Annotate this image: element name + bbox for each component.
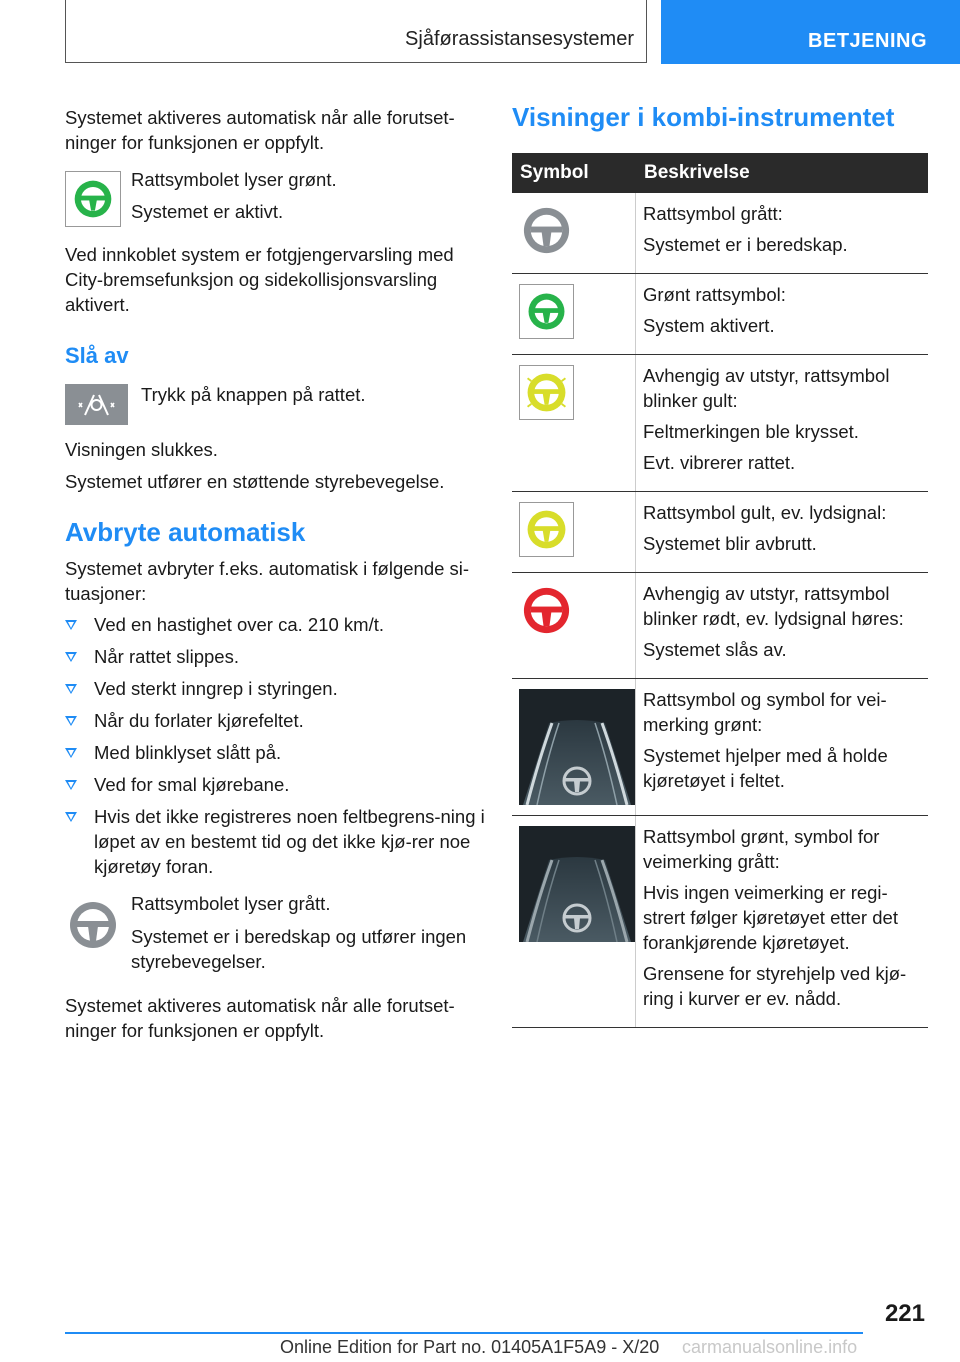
row-text: Rattsymbol gult, ev. lydsignal: — [643, 502, 887, 523]
auto-intro: Systemet avbryter f.eks. automatisk i følgende si-tuasjoner: — [65, 558, 470, 604]
section-title: Sjåførassistansesystemer — [405, 28, 634, 50]
row-text: Grønt rattsymbol: — [643, 284, 786, 305]
row-text: Rattsymbol grått: — [643, 203, 783, 224]
green-steering-wheel-icon — [519, 284, 574, 339]
row-text: Hvis ingen veimerking er regi-strert følger kjøretøyet etter det forankjørende kjøretøyet. — [643, 882, 898, 953]
intro-text: Systemet aktiveres automatisk når alle forutset-ninger for funksjonen er oppfylt. — [65, 107, 455, 153]
triangle-bullet-icon — [65, 652, 77, 662]
yellow-steering-wheel-icon — [519, 502, 574, 557]
chapter-title: BETJENING — [808, 30, 927, 52]
grey-steering-wheel-icon — [519, 203, 574, 258]
table-row — [512, 573, 928, 679]
triangle-bullet-icon — [65, 716, 77, 726]
symbol-table — [512, 153, 928, 1028]
running-header-chapter — [661, 0, 960, 64]
off-button-text: Trykk på knappen på rattet. — [141, 384, 366, 405]
edition-text: Online Edition for Part no. 01405A1F5A9 - X/20 — [280, 1337, 660, 1357]
column-symbol: Symbol — [520, 162, 589, 183]
table-header — [512, 153, 928, 193]
row-text: Systemet blir avbrutt. — [643, 533, 817, 554]
off-text-1: Visningen slukkes. — [65, 439, 218, 460]
displays-heading: Visninger i kombi-instrumentet — [512, 102, 895, 132]
table-row — [512, 193, 928, 274]
list-item: Hvis det ikke registreres noen feltbegrens-ning i løpet av en bestemt tid og det ikke kjø-rer noe kjøretøy foran. — [65, 804, 485, 879]
table-row — [512, 492, 928, 573]
page-number: 221 — [884, 1300, 925, 1327]
row-text: Avhengig av utstyr, rattsymbol blinker gult: — [643, 365, 890, 411]
list-item: Når du forlater kjørefeltet. — [65, 708, 485, 733]
table-row — [512, 274, 928, 355]
red-steering-wheel-icon — [519, 583, 574, 638]
grey-steering-wheel-icon — [65, 897, 121, 953]
green-icon-text-1: Rattsymbolet lyser grønt. — [131, 169, 337, 190]
auto-conditions-list — [65, 612, 485, 886]
grey-icon-text-2: Systemet er i beredskap og utfører ingen styrebevegelser. — [131, 926, 467, 972]
triangle-bullet-icon — [65, 780, 77, 790]
row-text: Systemet hjelper med å holde kjøretøyet i feltet. — [643, 745, 888, 791]
list-item: Ved sterkt inngrep i styringen. — [65, 676, 485, 701]
watermark: carmanualsonline.info — [682, 1337, 858, 1357]
list-item: Ved for smal kjørebane. — [65, 772, 485, 797]
coupled-text: Ved innkoblet system er fotgjengervarsling med City-bremsefunksjon og sidekollisjonsvarsling aktivert. — [65, 244, 454, 315]
triangle-bullet-icon — [65, 748, 77, 758]
table-row — [512, 816, 928, 1028]
row-text: Rattsymbol og symbol for vei-merking grønt: — [643, 689, 887, 735]
row-text: System aktivert. — [643, 315, 775, 336]
list-item: Når rattet slippes. — [65, 644, 485, 669]
list-item: Ved en hastighet over ca. 210 km/t. — [65, 612, 485, 637]
green-icon-text-2: Systemet er aktivt. — [131, 201, 284, 222]
row-text: Grensene for styrehjelp ved kjø-ring i kurver er ev. nådd. — [643, 963, 907, 1009]
column-description: Beskrivelse — [644, 162, 750, 183]
row-text: Systemet slås av. — [643, 639, 787, 660]
row-text: Rattsymbol grønt, symbol for veimerking grått: — [643, 826, 880, 872]
outro-text: Systemet aktiveres automatisk når alle forutset-ninger for funksjonen er oppfylt. — [65, 995, 455, 1041]
steering-assist-button-icon — [65, 384, 128, 425]
footer-divider — [65, 1332, 863, 1334]
row-text: Systemet er i beredskap. — [643, 234, 848, 255]
list-item: Med blinklyset slått på. — [65, 740, 485, 765]
green-steering-wheel-icon — [65, 171, 121, 227]
lane-guidance-green-icon — [519, 689, 635, 805]
off-heading: Slå av — [65, 343, 129, 368]
off-text-2: Systemet utfører en støttende styrebevegelse. — [65, 471, 445, 492]
grey-icon-text-1: Rattsymbolet lyser grått. — [131, 893, 331, 914]
row-text: Feltmerkingen ble krysset. — [643, 421, 859, 442]
row-text: Avhengig av utstyr, rattsymbol blinker rødt, ev. lydsignal høres: — [643, 583, 904, 629]
triangle-bullet-icon — [65, 684, 77, 694]
row-text: Evt. vibrerer rattet. — [643, 452, 796, 473]
lane-guidance-grey-icon — [519, 826, 635, 942]
triangle-bullet-icon — [65, 620, 77, 630]
running-header-section — [65, 0, 647, 63]
table-row — [512, 355, 928, 492]
table-row — [512, 679, 928, 816]
yellow-blinking-steering-wheel-icon — [519, 365, 574, 420]
triangle-bullet-icon — [65, 812, 77, 822]
auto-heading: Avbryte automatisk — [65, 517, 306, 547]
